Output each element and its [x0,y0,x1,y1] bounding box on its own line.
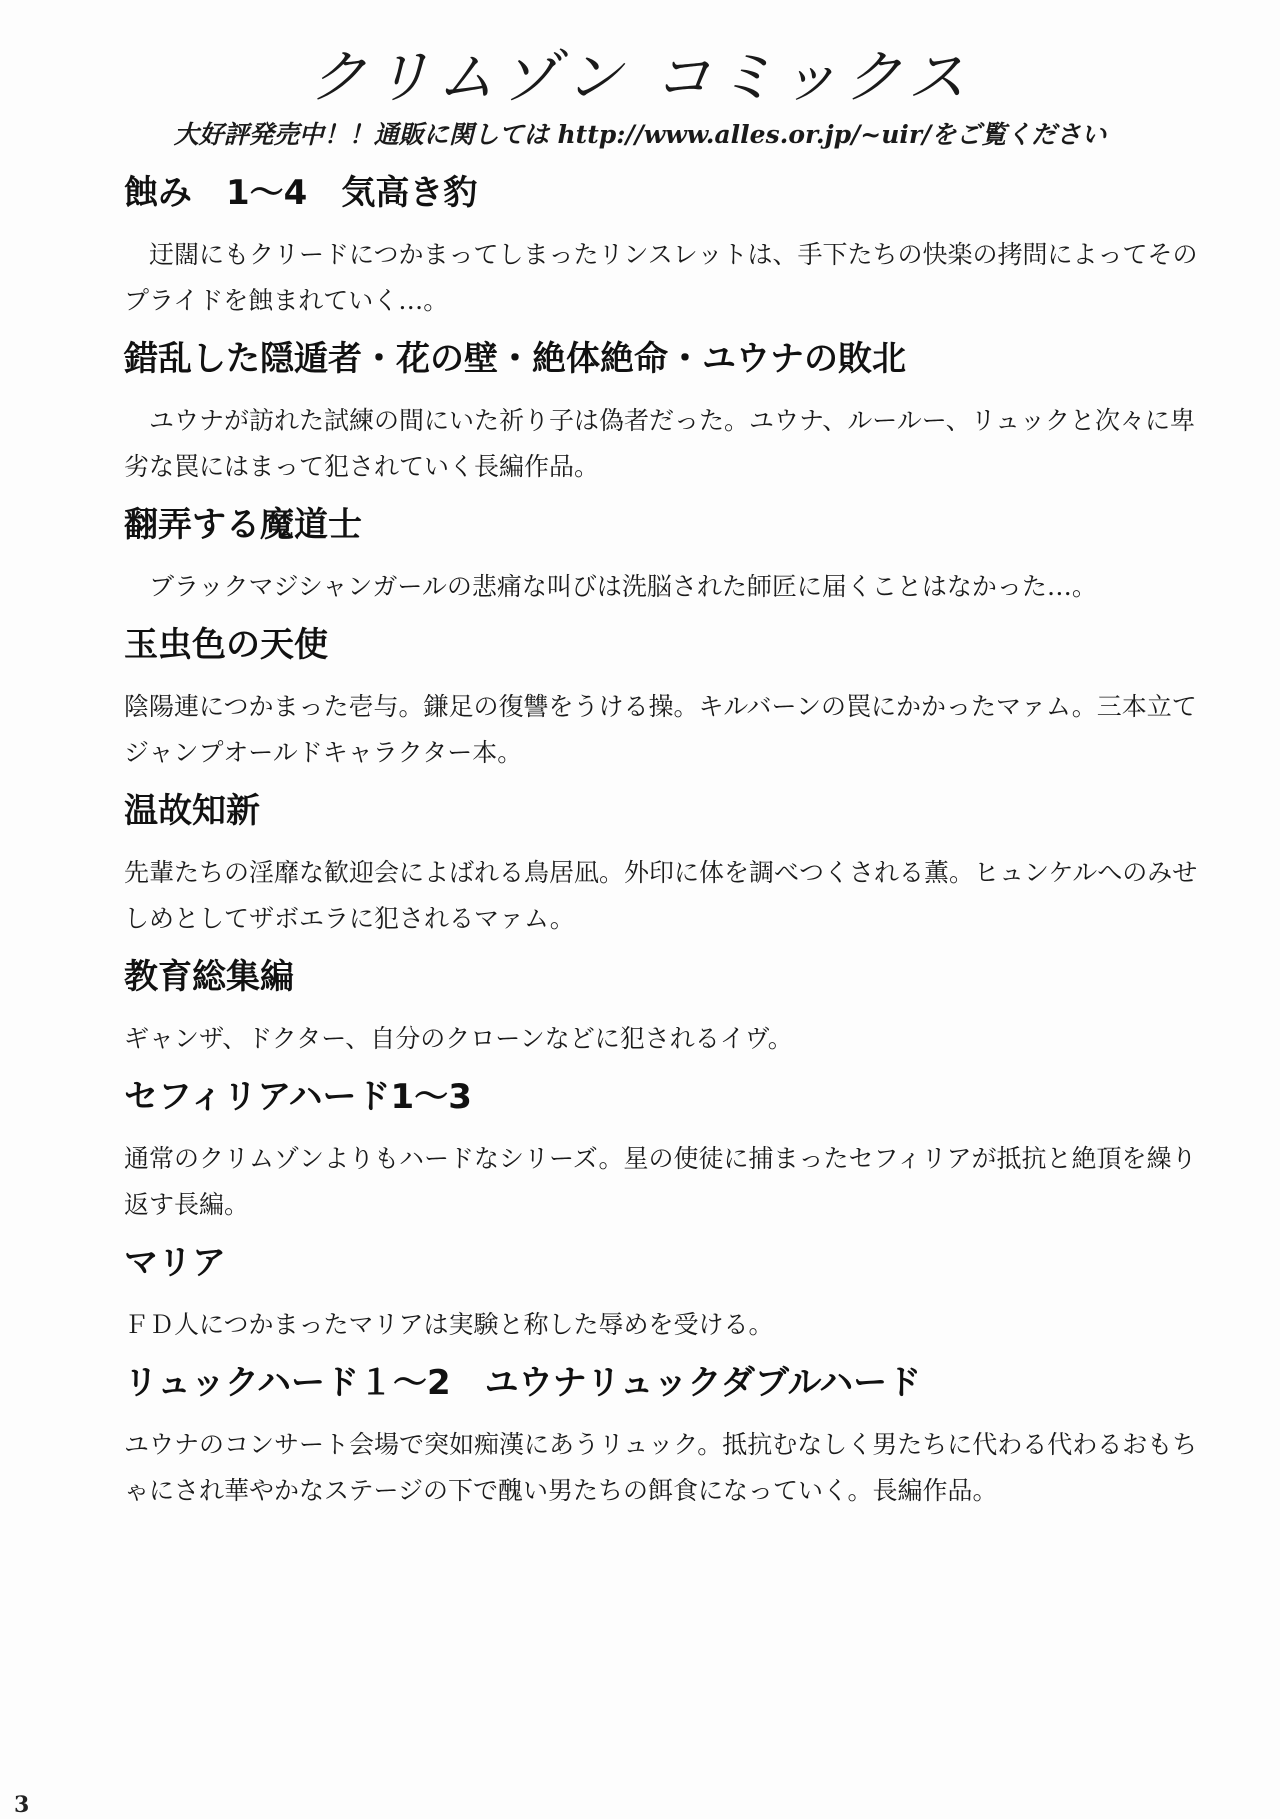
entry-title: 蝕み 1〜4 気高き豹 [124,173,478,213]
entry-description: ギャンザ、ドクター、自分のクローンなどに犯されるイヴ。 [124,1024,793,1053]
entry-description: 迂闊にもクリードにつかまってしまったリンスレットは、手下たちの快楽の拷問によってそのプライドを蝕まれていく…。 [124,240,1198,315]
entry-title: リュックハード１〜2 ユウナリュックダブルハード [124,1363,922,1403]
page-number: 3 [14,1792,30,1818]
entry-title: マリア [124,1243,226,1283]
entry-title: 教育総集編 [124,957,294,997]
entry-title: 錯乱した隠遁者・花の壁・絶体絶命・ユウナの敗北 [124,339,906,379]
page-subtitle: 大好評発売中！！通販に関しては http://www.alles.or.jp/~uir/をご覧ください [173,120,1107,149]
entry-description: ユウナのコンサート会場で突如痴漢にあうリュック。抵抗むなしく男たちに代わる代わるおもちゃにされ華やかなステージの下で醜い男たちの餌食になっていく。長編作品。 [124,1430,1198,1505]
entry-8 [124,1240,1204,1348]
page-title: クリムゾン コミックス [308,43,972,111]
entry-title: 玉虫色の天使 [124,625,328,665]
entry-description: 陰陽連につかまった壱与。鎌足の復讐をうける操。キルバーンの罠にかかったマァム。三本立てジャンプオールドキャラクター本。 [124,692,1197,767]
entry-description: ＦＤ人につかまったマリアは実験と称した辱めを受ける。 [124,1310,774,1339]
entry-7 [124,1074,1204,1228]
entry-4 [124,622,1204,776]
entry-1 [124,170,1204,324]
entry-6 [124,954,1204,1062]
entry-description: 通常のクリムゾンよりもハードなシリーズ。星の使徒に捕まったセフィリアが抵抗と絶頂を繰り返す長編。 [124,1144,1197,1219]
entry-description: ブラックマジシャンガールの悲痛な叫びは洗脳された師匠に届くことはなかった…。 [149,572,1097,601]
entry-title: 温故知新 [124,791,260,831]
entry-9 [124,1360,1204,1514]
entry-3 [124,502,1204,610]
entry-description: ユウナが訪れた試練の間にいた祈り子は偽者だった。ユウナ、ルールー、リュックと次々に卑劣な罠にはまって犯されていく長編作品。 [124,406,1196,481]
entry-title: 翻弄する魔道士 [124,505,362,545]
entry-title: セフィリアハード1〜3 [124,1077,472,1117]
entry-2 [124,336,1204,490]
entry-description: 先輩たちの淫靡な歓迎会によばれる鳥居凪。外印に体を調べつくされる薫。ヒュンケルへのみせしめとしてザボエラに犯されるマァム。 [124,858,1198,933]
entry-list [124,170,1204,1514]
entry-5 [124,788,1204,942]
